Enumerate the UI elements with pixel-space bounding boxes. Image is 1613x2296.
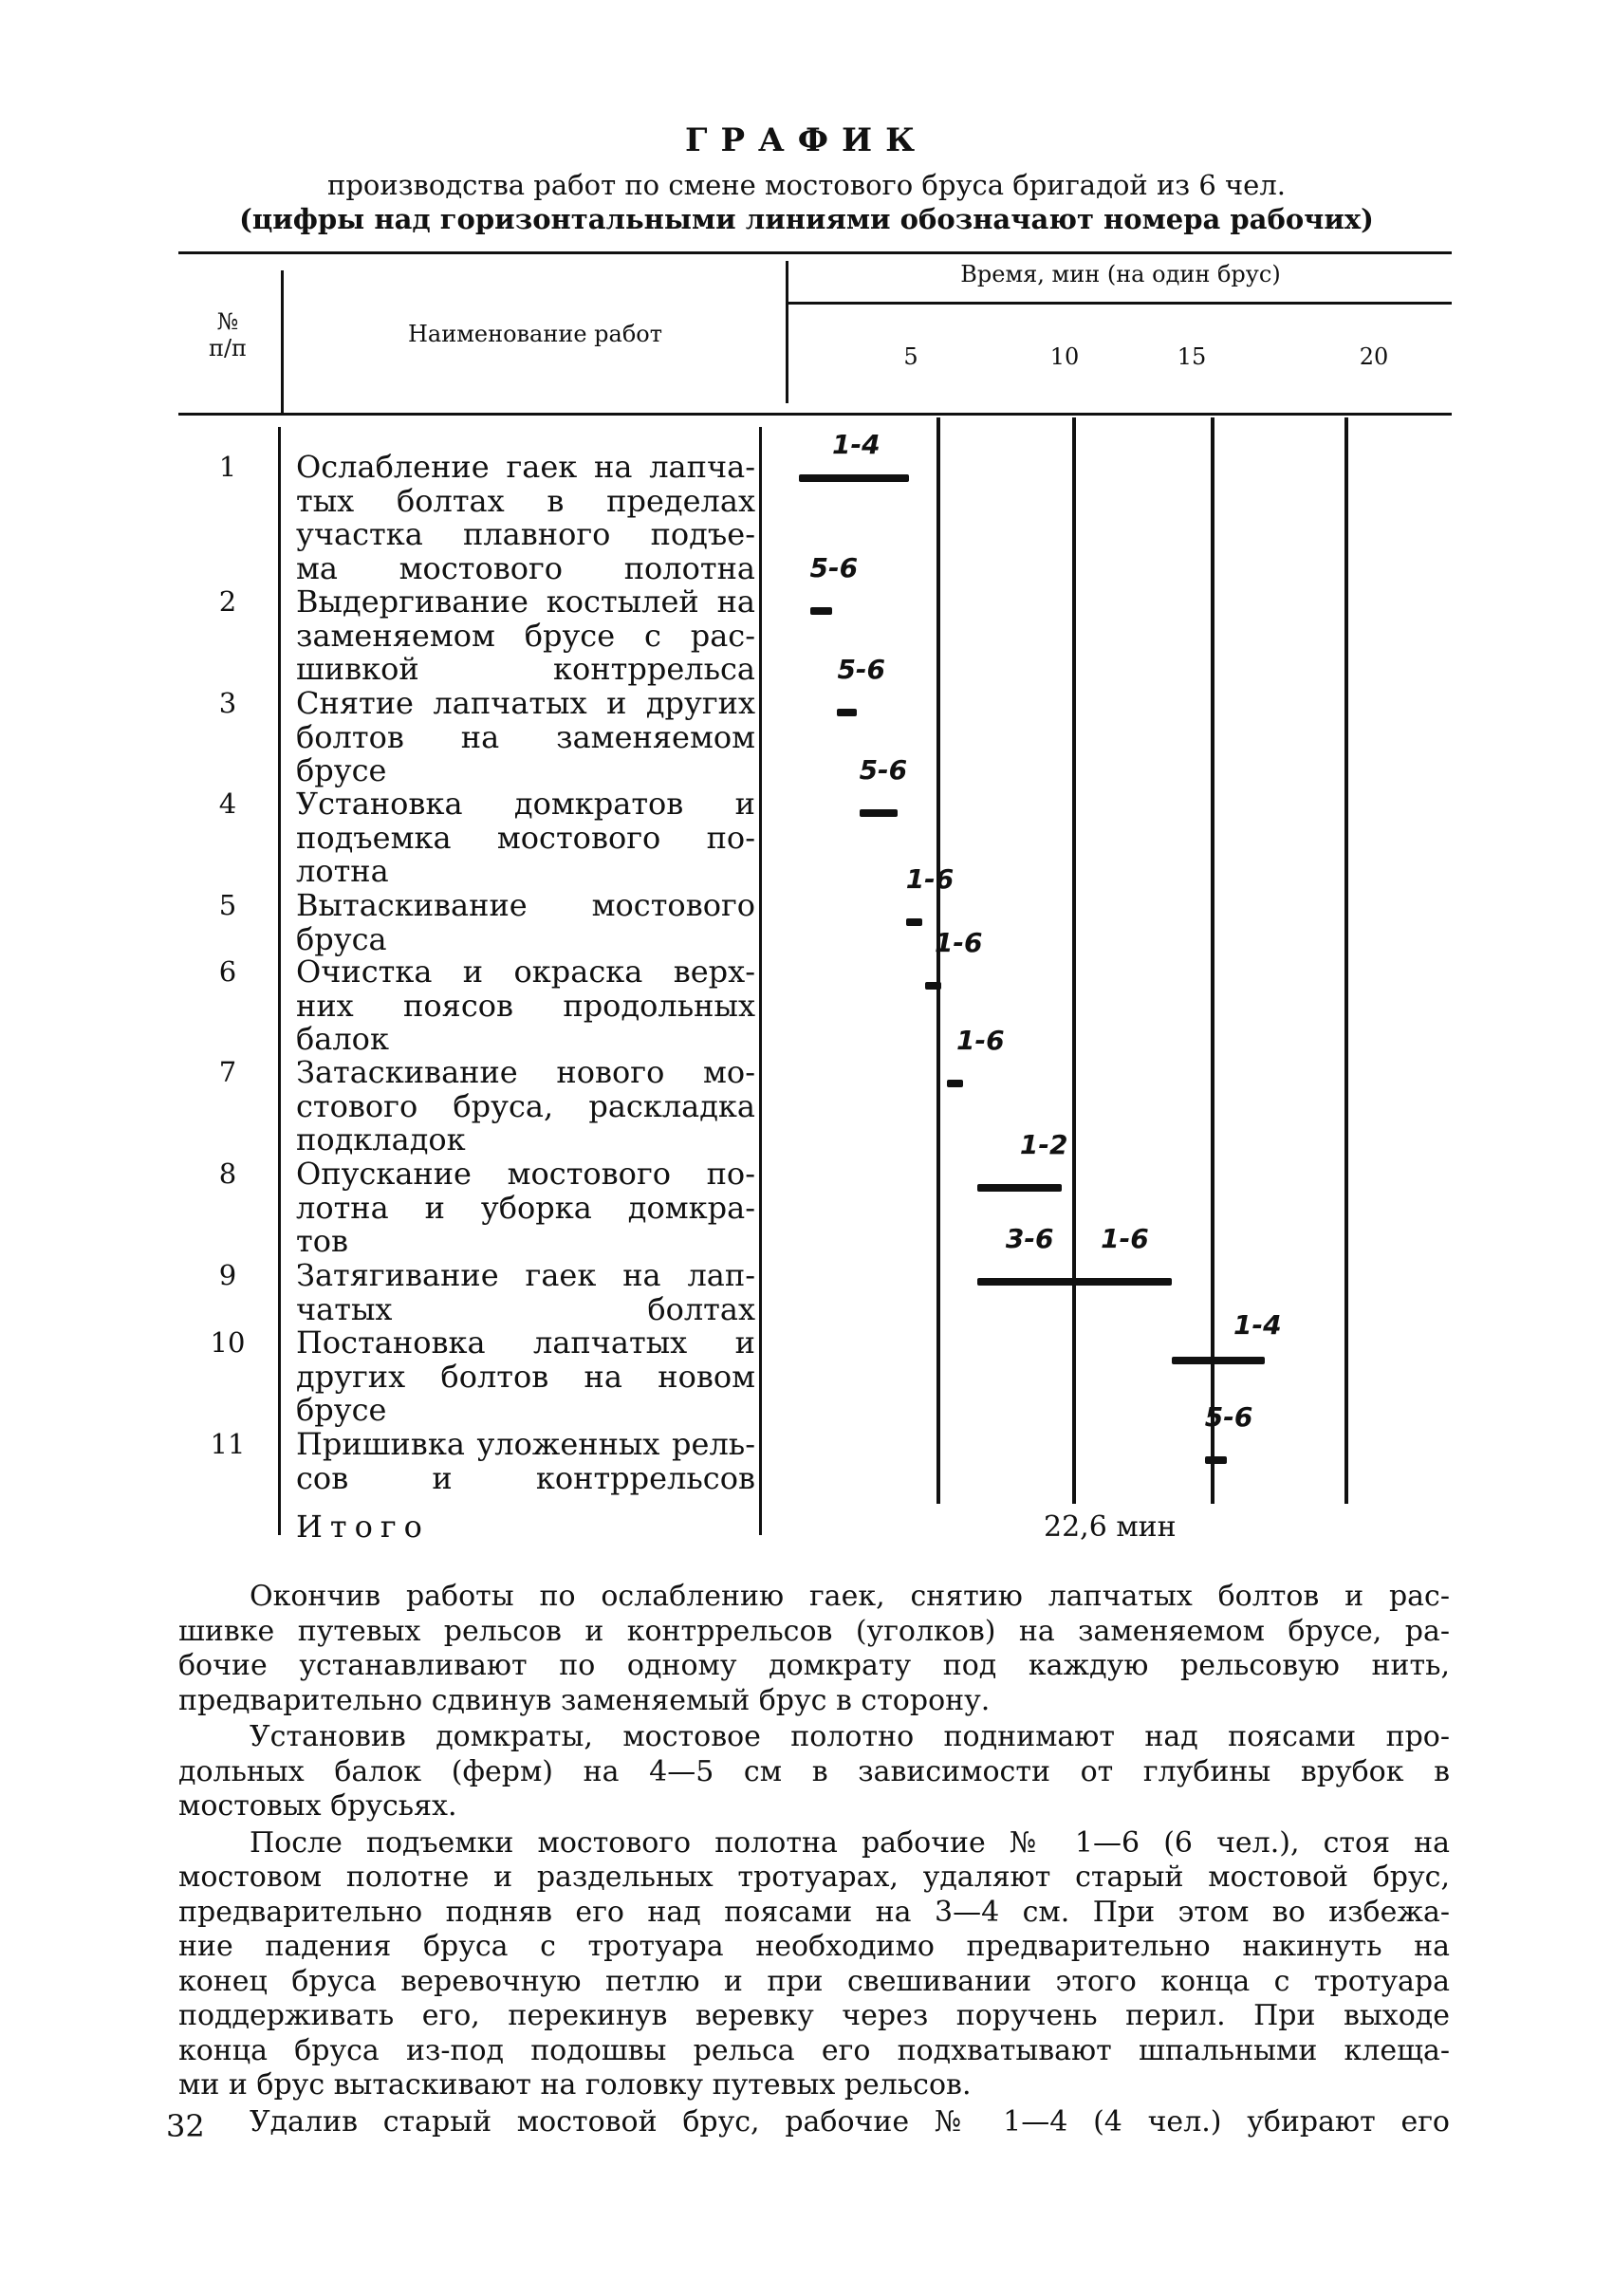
paragraph-line: бочие устанавливают по одному домкрату под каждую рельсовую нить, xyxy=(178,1649,1450,1682)
row-work-name xyxy=(296,451,755,585)
paragraph-line: дольных балок (ферм) на 4—5 см в зависимости от глубины врубок в xyxy=(178,1754,1450,1788)
row-text-line: Пришивка уложенных рель- xyxy=(296,1426,755,1462)
gantt-bar xyxy=(906,918,922,926)
gantt-worker-label: 1-6 xyxy=(934,927,983,958)
gantt-bar xyxy=(799,474,909,482)
row-text-line: Очистка и окраска верх- xyxy=(296,954,755,990)
body-divider-num xyxy=(278,427,281,1535)
chart-title: ГРАФИК xyxy=(684,121,929,159)
row-text-line: балок xyxy=(296,1021,389,1057)
row-text-line: сов и контррельсов xyxy=(296,1459,755,1496)
total-value: 22,6 мин xyxy=(1044,1510,1177,1544)
gantt-worker-label: 1-6 xyxy=(956,1025,1005,1056)
row-work-name xyxy=(296,1326,755,1428)
row-text-line: брусе xyxy=(296,752,387,788)
paragraph-line: Установив домкраты, мостовое полотно поднимают над поясами про- xyxy=(250,1720,1450,1753)
tick-label: 20 xyxy=(1359,343,1389,370)
tick-label: 15 xyxy=(1177,343,1207,370)
row-text-line: Ослабление гаек на лапча- xyxy=(296,449,755,485)
row-text-line: Вытаскивание мостового xyxy=(296,887,755,923)
row-number: 6 xyxy=(218,955,237,988)
row-number: 10 xyxy=(210,1326,246,1359)
row-text-line: тых болтах в пределах xyxy=(296,482,755,519)
row-text-line: них поясов продольных xyxy=(296,987,755,1024)
row-number: 5 xyxy=(218,889,237,921)
body-paragraph xyxy=(178,1580,1450,1718)
row-work-name xyxy=(296,889,755,956)
row-work-name xyxy=(296,687,755,788)
gantt-bar xyxy=(860,809,898,817)
gantt-bar xyxy=(977,1184,1063,1192)
paragraph-line: Удалив старый мостовой брус, рабочие № 1—4 (4 чел.) убирают его xyxy=(250,2104,1450,2139)
grid-line-5 xyxy=(936,417,940,1504)
paragraph-line: конец бруса веревочную петлю и при свешивании этого конца с тротуара xyxy=(178,1964,1450,1998)
paragraph-line: ми и брус вытаскивают на головку путевых рельсов. xyxy=(178,2068,972,2102)
row-number: 3 xyxy=(218,687,237,719)
row-text-line: заменяемом брусе с рас- xyxy=(296,617,755,654)
gantt-bar xyxy=(925,982,941,990)
gantt-worker-label: 5-6 xyxy=(1204,1401,1253,1433)
row-text-line: лотна xyxy=(296,853,389,889)
body-paragraph xyxy=(178,1826,1450,2103)
row-work-name xyxy=(296,585,755,687)
gantt-bar xyxy=(977,1278,1172,1286)
chart-subtitle: производства работ по смене мостового бруса бригадой из 6 чел. xyxy=(327,169,1286,201)
tick-label: 10 xyxy=(1049,343,1080,370)
grid-line-20 xyxy=(1344,417,1348,1504)
row-work-name xyxy=(296,1428,755,1495)
row-work-name xyxy=(296,1259,755,1326)
row-work-name xyxy=(296,1157,755,1259)
row-number: 4 xyxy=(218,787,237,820)
tick-label: 5 xyxy=(903,343,918,370)
row-text-line: Затаскивание нового мо- xyxy=(296,1054,755,1090)
gantt-bar xyxy=(947,1080,963,1087)
row-text-line: Постановка лапчатых и xyxy=(296,1324,755,1361)
paragraph-line: ние падения бруса с тротуара необходимо предварительно накинуть на xyxy=(178,1930,1450,1963)
row-number: 8 xyxy=(218,1157,237,1190)
gantt-worker-label: 5-6 xyxy=(837,654,886,685)
row-work-name xyxy=(296,955,755,1057)
row-text-line: тов xyxy=(296,1223,348,1259)
row-text-line: других болтов на новом xyxy=(296,1358,755,1395)
paragraph-line: Окончив работы по ослаблению гаек, снятию лапчатых болтов и рас- xyxy=(250,1580,1450,1613)
page-number: 32 xyxy=(166,2108,205,2144)
gantt-worker-label: 5-6 xyxy=(859,754,908,786)
paragraph-line: конца бруса из-под подошвы рельса его подхватывают шпальными клеща- xyxy=(178,2033,1450,2067)
grid-line-15 xyxy=(1211,417,1214,1504)
body-paragraph xyxy=(178,2105,1450,2140)
paragraph-line: После подъемки мостового полотна рабочие № 1—6 (6 чел.), стоя на xyxy=(250,1825,1450,1860)
row-text-line: Опускание мостового по- xyxy=(296,1156,755,1192)
total-label: Итого xyxy=(296,1509,430,1545)
chart-note: (цифры над горизонтальными линиями обозначают номера рабочих) xyxy=(239,203,1374,235)
row-text-line: брусе xyxy=(296,1392,387,1428)
paragraph-line: шивке путевых рельсов и контррельсов (уголков) на заменяемом брусе, ра- xyxy=(178,1614,1450,1648)
row-number: 2 xyxy=(218,585,237,618)
row-text-line: Выдергивание костылей на xyxy=(296,583,755,620)
gantt-worker-label: 1-6 xyxy=(905,863,955,895)
paragraph-line: мостовых брусьях. xyxy=(178,1789,457,1823)
row-text-line: участка плавного подъе- xyxy=(296,516,755,552)
header-divider-num xyxy=(281,270,284,413)
gantt-worker-label: 1-4 xyxy=(832,429,881,460)
row-work-name xyxy=(296,787,755,889)
header-name: Наименование работ xyxy=(407,321,663,347)
row-text-line: Снятие лапчатых и других xyxy=(296,685,755,721)
row-number: 7 xyxy=(218,1056,237,1088)
row-text-line: ма мостового полотна xyxy=(296,549,755,586)
header-divider-name xyxy=(786,261,788,403)
paragraph-line: предварительно подняв его над поясами на 3—4 см. При этом во избежа- xyxy=(178,1895,1450,1929)
row-text-line: подкладок xyxy=(296,1121,466,1157)
row-number: 1 xyxy=(218,451,237,483)
row-number: 9 xyxy=(218,1259,237,1291)
gantt-bar xyxy=(837,709,856,716)
grid-line-10 xyxy=(1072,417,1076,1504)
header-bottom-rule xyxy=(178,413,1452,416)
row-text-line: бруса xyxy=(296,920,387,957)
gantt-worker-label: 1-2 xyxy=(1019,1129,1068,1160)
gantt-worker-label: 1-4 xyxy=(1233,1309,1282,1341)
row-text-line: чатых болтах xyxy=(296,1290,755,1327)
gantt-bar xyxy=(810,607,832,615)
gantt-bar xyxy=(1172,1357,1265,1364)
paragraph-line: поддерживать его, перекинув веревку через поручень перил. При выходе xyxy=(178,1999,1450,2032)
row-text-line: подъемка мостового по- xyxy=(296,819,755,856)
gantt-bar xyxy=(1205,1456,1227,1464)
row-text-line: шивкой контррельса xyxy=(296,651,755,687)
row-text-line: стового бруса, раскладка xyxy=(296,1087,755,1124)
row-work-name xyxy=(296,1056,755,1157)
body-divider-name xyxy=(759,427,762,1535)
table-top-rule xyxy=(178,251,1452,254)
row-number: 11 xyxy=(210,1428,246,1460)
header-num: № п/п xyxy=(208,308,248,361)
paragraph-line: предварительно сдвинув заменяемый брус в сторону. xyxy=(178,1683,991,1717)
header-time: Время, мин (на один брус) xyxy=(960,261,1281,287)
paragraph-line: мостовом полотне и раздельных тротуарах, удаляют старый мостовой брус, xyxy=(178,1861,1450,1894)
row-text-line: Затягивание гаек на лап- xyxy=(296,1257,755,1293)
row-text-line: болтов на заменяемом xyxy=(296,718,755,755)
row-text-line: Установка домкратов и xyxy=(296,786,755,822)
gantt-worker-label: 3-6 1-6 xyxy=(1005,1223,1149,1254)
body-paragraph xyxy=(178,1720,1450,1824)
gantt-worker-label: 5-6 xyxy=(809,552,859,583)
row-text-line: лотна и уборка домкра- xyxy=(296,1189,755,1226)
header-time-rule xyxy=(788,302,1452,305)
